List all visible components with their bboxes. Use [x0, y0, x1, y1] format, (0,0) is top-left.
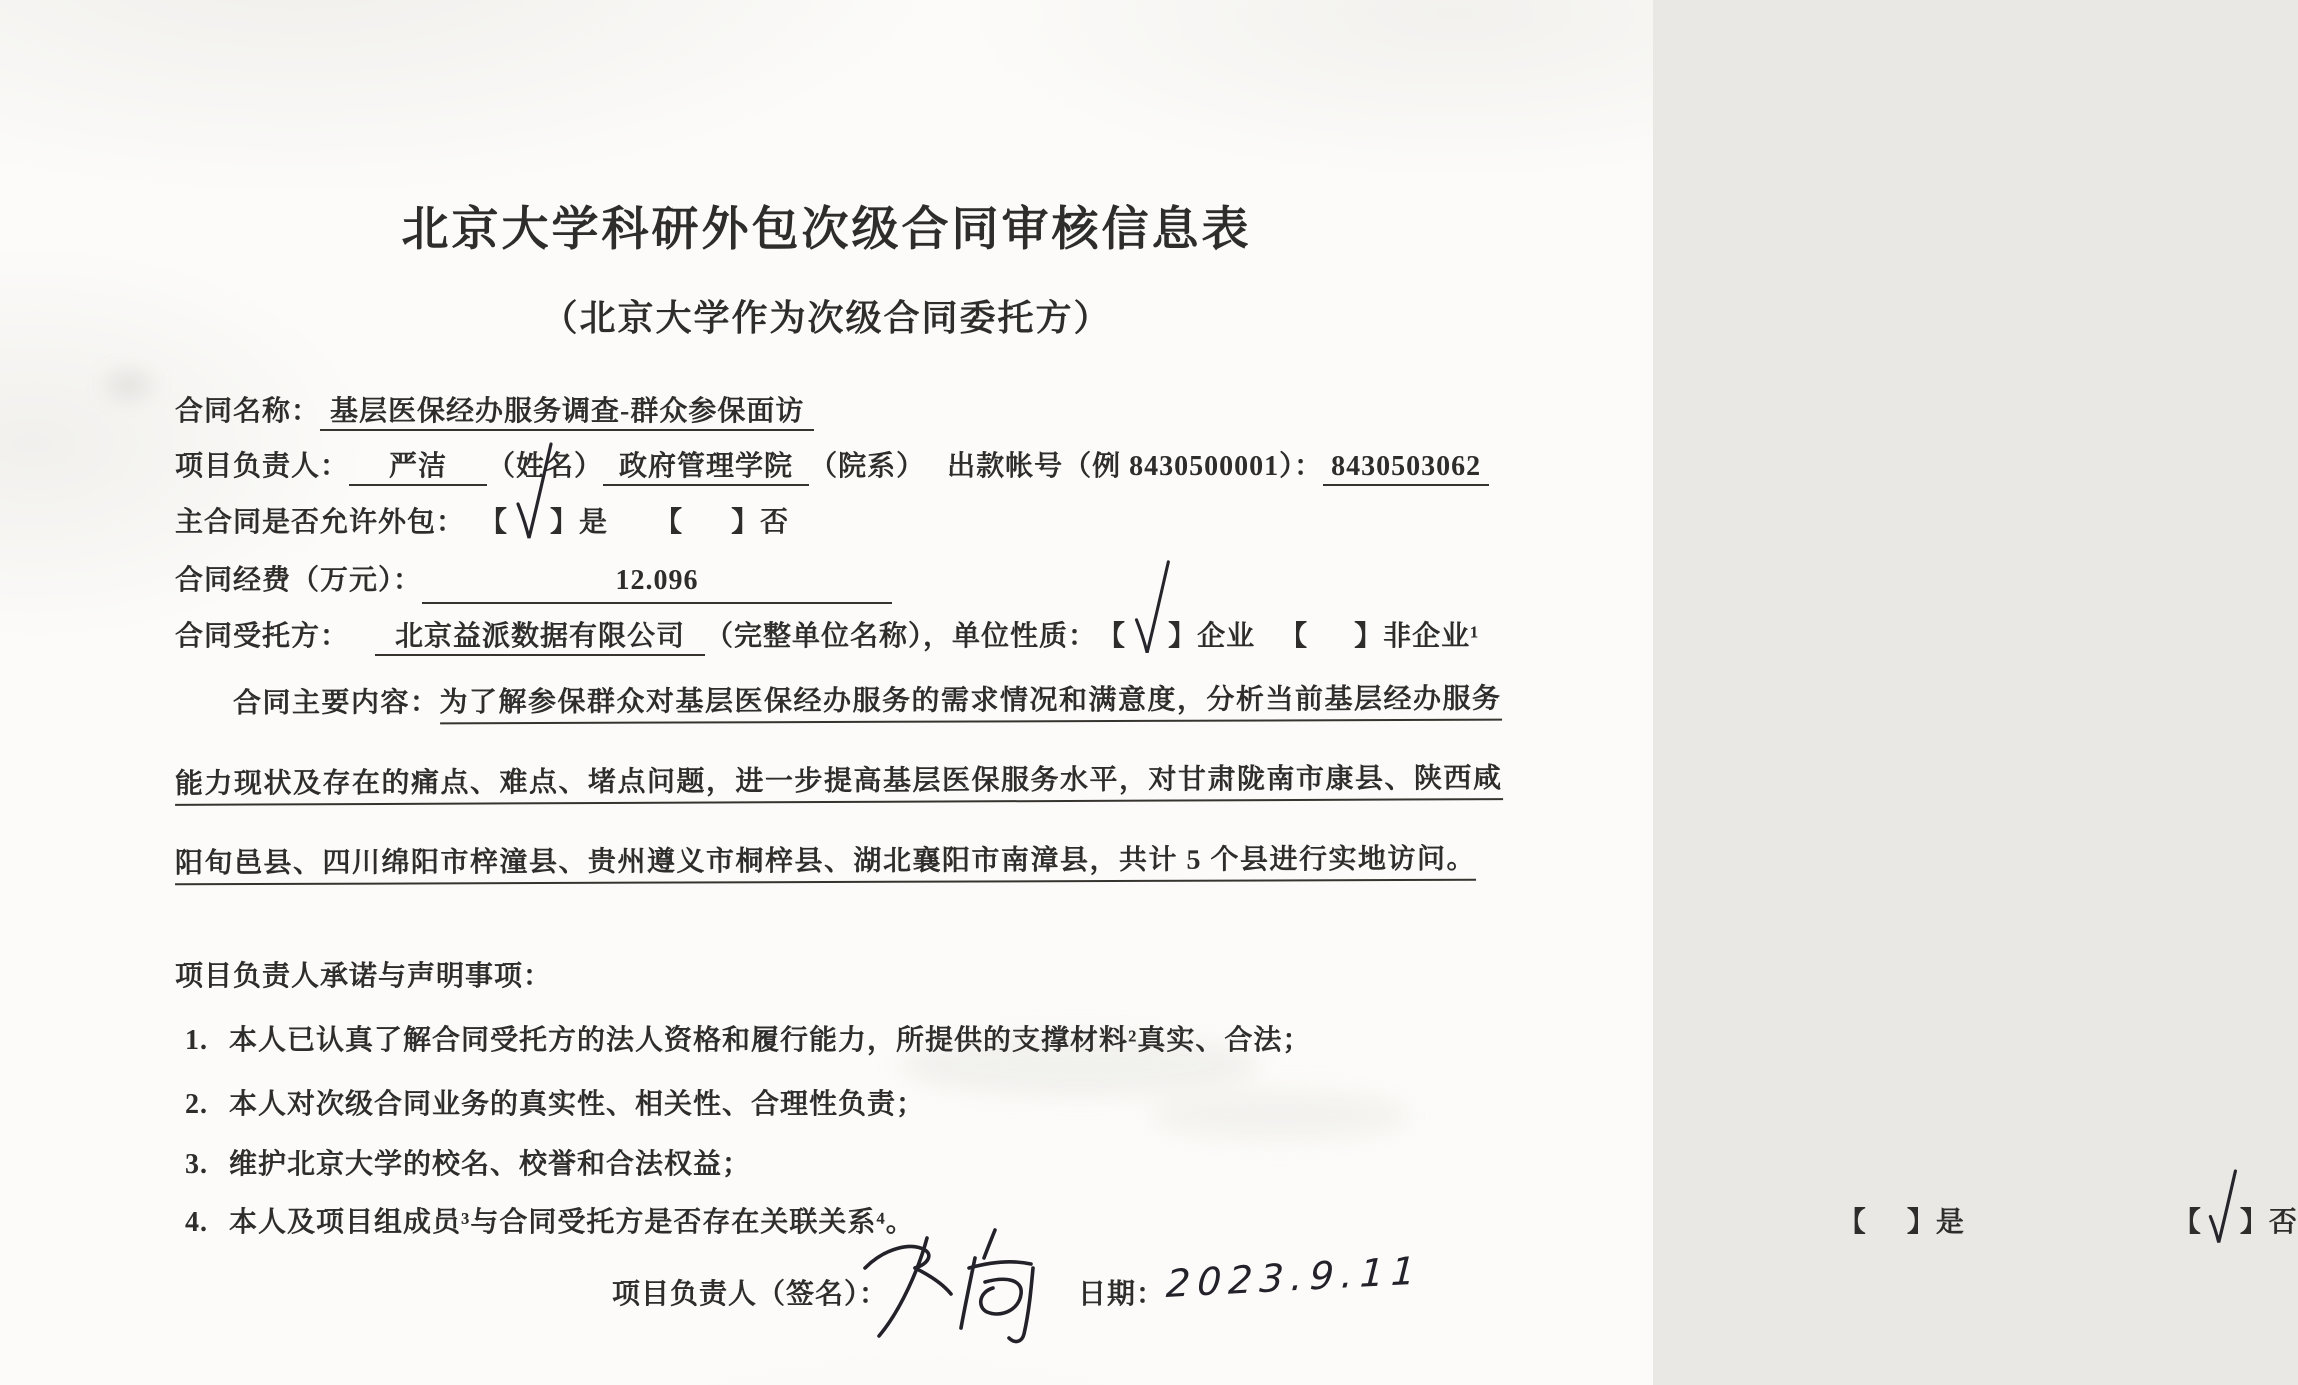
- handwritten-check-icon: [510, 440, 554, 556]
- item-number: 2.: [185, 1089, 208, 1120]
- declaration-item-1: [185, 1022, 1605, 1060]
- pi-name-suffix: （姓名）: [487, 451, 604, 482]
- trustee-value: 北京益派数据有限公司: [375, 621, 705, 656]
- field-funding: [175, 562, 892, 604]
- pi-account-value: 8430503062: [1323, 451, 1489, 486]
- field-trustee: [175, 618, 1480, 656]
- pi-account-label: 出款帐号（例 8430500001）：: [947, 451, 1324, 482]
- item-text: 本人对次级合同业务的真实性、相关性、合理性负责；: [229, 1089, 926, 1120]
- main-content-line-3: [175, 840, 1485, 885]
- check-slot-empty: [683, 508, 731, 542]
- check-slot: [508, 508, 550, 542]
- item-number: 3.: [185, 1149, 208, 1180]
- check-slot-empty: [1308, 622, 1354, 656]
- main-content-line-2: [174, 759, 1503, 805]
- funding-label: 合同经费（万元）：: [175, 565, 423, 596]
- bracket-open: 【: [1279, 621, 1309, 652]
- funding-value: 12.096: [422, 562, 892, 604]
- pi-dept-suffix: （院系）: [809, 451, 926, 482]
- main-content-text-1: 为了解参保群众对基层医保经办服务的需求情况和满意度，分析当前基层经办服务: [439, 684, 1501, 725]
- item-number: 1.: [185, 1025, 208, 1056]
- bracket-open: 【: [1097, 621, 1127, 652]
- bracket-close: 】: [1906, 1207, 1936, 1238]
- item-text: 维护北京大学的校名、校誉和合法权益；: [229, 1149, 752, 1180]
- field-contract-name: [175, 393, 814, 431]
- option-enterprise-label: 企业: [1197, 621, 1256, 652]
- contract-name-label: 合同名称：: [175, 396, 321, 427]
- date-label: 日期：: [1078, 1279, 1166, 1310]
- handwritten-date: 2023.9.11: [1165, 1248, 1424, 1306]
- field-outsourcing-allowed: [175, 504, 789, 542]
- bracket-close: 】: [1168, 621, 1198, 652]
- trustee-label: 合同受托方：: [175, 621, 350, 652]
- bracket-close: 】: [1354, 621, 1384, 652]
- checkbox-enterprise: [1097, 618, 1255, 656]
- handwritten-check-icon: [2204, 1168, 2238, 1256]
- handwritten-signature: [855, 1222, 1075, 1352]
- bracket-open: 【: [479, 507, 509, 538]
- bracket-open: 【: [1837, 1207, 1867, 1238]
- bracket-open: 【: [2172, 1207, 2202, 1238]
- main-content-text-3: 阳旬邑县、四川绵阳市梓潼县、贵州遵义市桐梓县、湖北襄阳市南漳县，共计 5 个县进行实地访问。: [175, 844, 1476, 886]
- check-slot-empty: [1867, 1208, 1907, 1242]
- check-slot: [1126, 622, 1168, 656]
- option-no-label: 否: [760, 507, 790, 538]
- bracket-close: 】: [2239, 1207, 2269, 1238]
- check-slot: [2202, 1208, 2240, 1242]
- pi-dept-value: 政府管理学院: [603, 451, 809, 486]
- option-yes-label: 是: [1935, 1207, 1965, 1238]
- checkbox-related-yes: [1838, 1204, 1965, 1242]
- option-yes-label: 是: [579, 507, 609, 538]
- field-pi: [175, 448, 1489, 486]
- main-content-text-2: 能力现状及存在的痛点、难点、堵点问题，进一步提高基层医保服务水平，对甘肃陇南市康县、陕西咸: [175, 763, 1503, 806]
- bracket-close: 】: [550, 507, 580, 538]
- form-title: 北京大学科研外包次级合同审核信息表: [401, 204, 1252, 256]
- trustee-suffix: （完整单位名称），单位性质：: [705, 621, 1098, 652]
- option-no-label: 否: [2268, 1207, 2298, 1238]
- item-text: 本人及项目组成员³与合同受托方是否存在关联关系⁴。: [229, 1207, 915, 1238]
- handwritten-check-icon: [1128, 558, 1172, 670]
- pi-label: 项目负责人：: [175, 451, 350, 482]
- form-subtitle: （北京大学作为次级合同委托方）: [541, 298, 1112, 338]
- item-text: 本人已认真了解合同受托方的法人资格和履行能力，所提供的支撑材料²真实、合法；: [229, 1025, 1312, 1056]
- pi-name-value: 严洁: [349, 451, 487, 486]
- item-number: 4.: [185, 1207, 208, 1238]
- option-non-enterprise-label: 非企业¹: [1383, 621, 1480, 652]
- declaration-item-2: [185, 1086, 1605, 1124]
- bracket-open: 【: [654, 507, 684, 538]
- checkbox-non-enterprise: [1279, 618, 1479, 656]
- main-content-line-1: [175, 680, 1502, 725]
- checkbox-related-no: [2173, 1204, 2298, 1242]
- checkbox-outsourcing-no: [654, 504, 789, 542]
- bracket-close: 】: [731, 507, 761, 538]
- checkbox-outsourcing-yes: [479, 504, 608, 542]
- declaration-heading: 项目负责人承诺与声明事项：: [175, 961, 553, 992]
- outsourcing-label: 主合同是否允许外包：: [175, 507, 466, 538]
- main-content-label: 合同主要内容：: [232, 687, 440, 720]
- scan-smudge: [108, 378, 150, 392]
- contract-name-value: 基层医保经办服务调查-群众参保面访: [320, 396, 814, 431]
- signature-label: 项目负责人（签名）：: [612, 1279, 889, 1310]
- declaration-item-3: [185, 1146, 1605, 1184]
